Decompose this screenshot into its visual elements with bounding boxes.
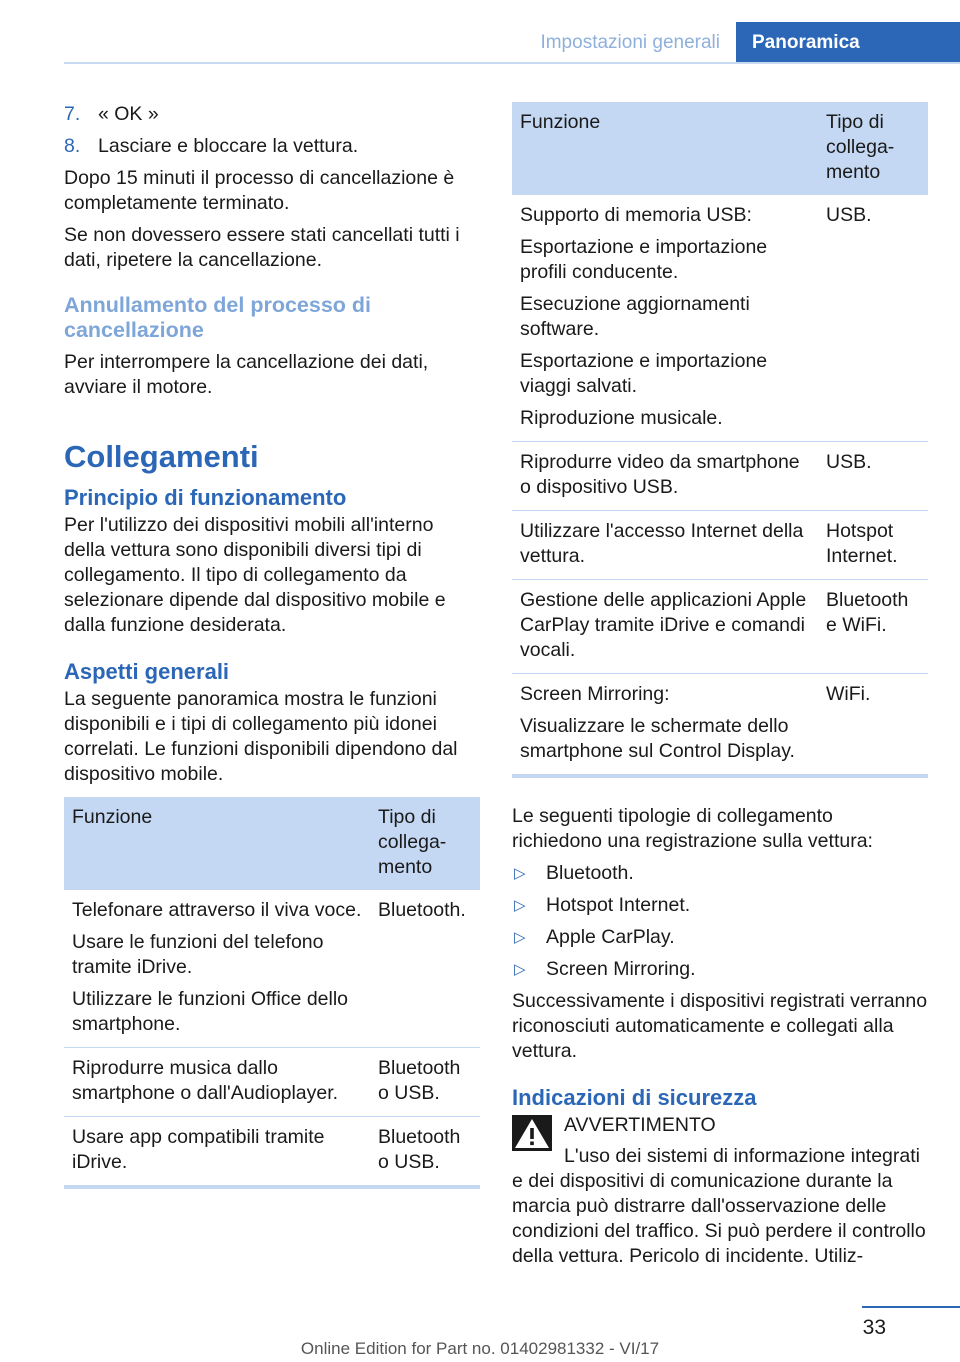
table-cell-tipo: Bluetooth o USB. — [370, 1117, 480, 1188]
list-item-text: Screen Mirroring. — [546, 958, 696, 980]
left-column — [64, 102, 480, 1189]
list-item-text: Apple CarPlay. — [546, 926, 675, 948]
cell-line: Visualizzare le schermate dello smartphone sul Control Display. — [520, 715, 795, 762]
cell-line: Telefonare attraverso il viva voce. — [72, 899, 362, 921]
warning-title: AVVERTIMENTO — [564, 1114, 716, 1136]
table-row — [64, 1048, 480, 1117]
cell-line: Esecuzione aggiornamenti software. — [520, 293, 750, 340]
cell-line: Usare app compatibili tramite iDrive. — [72, 1126, 325, 1173]
list-item-text: Hotspot Internet. — [546, 894, 691, 916]
main-heading: Collegamenti — [64, 439, 259, 474]
cell-line: Riproduzione musicale. — [520, 407, 723, 429]
step-list — [64, 102, 480, 159]
heading-principle: Principio di funzionamento — [64, 485, 347, 510]
table-cell-funzione — [64, 1048, 370, 1117]
paragraph: Se non dovessero essere stati cancellati tutti i dati, ripetere la cancellazione. — [64, 224, 460, 271]
warning-block — [512, 1113, 928, 1269]
list-item — [512, 957, 928, 982]
paragraph: Successivamente i dispositivi registrati verranno riconosciuti automaticamente e collegati alla vettura. — [512, 990, 928, 1062]
warning-icon — [512, 1115, 552, 1151]
warning-text: L'uso dei sistemi di informazione integrati e dei dispositivi di comunicazione durante la marcia può distrarre dall'osservazione delle condizioni del traffico. Si può perdere il controllo della vettura. Pericolo di incidente. Utiliz- — [512, 1145, 926, 1267]
heading-general: Aspetti generali — [64, 659, 230, 684]
table-cell-funzione — [512, 580, 818, 674]
list-item-text: Bluetooth. — [546, 862, 634, 884]
step-number: 7. — [64, 103, 81, 125]
triangle-bullet-icon: ▷ — [514, 929, 526, 946]
step-item — [64, 102, 480, 127]
table-header-funzione: Funzione — [512, 102, 818, 195]
paragraph: Per interrompere la cancellazione dei dati, avviare il motore. — [64, 351, 429, 398]
table-cell-tipo: USB. — [818, 195, 928, 442]
table-row — [512, 511, 928, 580]
table-cell-funzione — [64, 1117, 370, 1188]
paragraph: Per l'utilizzo dei dispositivi mobili all'interno della vettura sono disponibili diversi tipi di collegamento. Il tipo di collegamento da selezionare dipende dal dispositivo mobile e dalla funzione desiderata. — [64, 514, 446, 636]
table-cell-funzione — [512, 195, 818, 442]
page-number: 33 — [862, 1316, 886, 1339]
bullet-list — [512, 861, 928, 982]
triangle-bullet-icon: ▷ — [514, 865, 526, 882]
paragraph: Dopo 15 minuti il processo di cancellazione è completamente terminato. — [64, 167, 455, 214]
table-row — [512, 580, 928, 674]
cell-line: Utilizzare le funzioni Office dello smartphone. — [72, 988, 349, 1035]
header-section-title: Impostazioni generali — [540, 32, 720, 53]
table-cell-funzione — [512, 511, 818, 580]
table-row — [512, 674, 928, 777]
step-number: 8. — [64, 135, 81, 157]
table-cell-tipo: WiFi. — [818, 674, 928, 777]
table-header-row — [512, 102, 928, 195]
page-header — [64, 22, 960, 64]
table-cell-tipo: Bluetooth e WiFi. — [818, 580, 928, 674]
table-cell-tipo: Bluetooth o USB. — [370, 1048, 480, 1117]
table-cell-funzione — [512, 674, 818, 777]
table-cell-funzione — [512, 442, 818, 511]
connection-table-left — [64, 797, 480, 1189]
cell-line: Riprodurre musica dallo smartphone o dall'Audioplayer. — [72, 1057, 339, 1104]
table-cell-tipo: USB. — [818, 442, 928, 511]
cell-line: Esportazione e importazione viaggi salvati. — [520, 350, 768, 397]
cell-line: Esportazione e importazione profili conducente. — [520, 236, 768, 283]
cell-line: Usare le funzioni del telefono tramite iDrive. — [72, 931, 324, 978]
footer-rule — [862, 1306, 960, 1308]
list-item — [512, 861, 928, 886]
list-item — [512, 925, 928, 950]
subheading-cancel: Annullamento del processo di cancellazione — [64, 293, 372, 342]
paragraph: La seguente panoramica mostra le funzioni disponibili e i tipi di collegamento più idonei correlati. Le funzioni disponibili dipendono dal dispositivo mobile. — [64, 688, 458, 785]
table-cell-tipo: Bluetooth. — [370, 890, 480, 1048]
table-row — [512, 442, 928, 511]
table-row — [64, 1117, 480, 1188]
connection-table-right — [512, 102, 928, 778]
step-item — [64, 134, 480, 159]
right-column — [512, 102, 928, 1269]
table-header-tipo: Tipo di collega-mento — [818, 102, 928, 195]
table-header-funzione: Funzione — [64, 797, 370, 890]
heading-safety: Indicazioni di sicurezza — [512, 1085, 757, 1110]
table-row — [512, 195, 928, 442]
list-item — [512, 893, 928, 918]
table-cell-funzione — [64, 890, 370, 1048]
cell-line: Screen Mirroring: — [520, 683, 670, 705]
footer-edition: Online Edition for Part no. 01402981332 - VI/17 — [300, 1339, 660, 1358]
table-header-tipo: Tipo di collega-mento — [370, 797, 480, 890]
step-text: Lasciare e bloccare la vettura. — [98, 135, 359, 157]
triangle-bullet-icon: ▷ — [514, 897, 526, 914]
table-header-row — [64, 797, 480, 890]
triangle-bullet-icon: ▷ — [514, 961, 526, 978]
cell-line: Supporto di memoria USB: — [520, 204, 752, 226]
table-row — [64, 890, 480, 1048]
cell-line: Riprodurre video da smartphone o dispositivo USB. — [520, 451, 800, 498]
paragraph: Le seguenti tipologie di collegamento richiedono una registrazione sulla vettura: — [512, 805, 873, 852]
step-text: « OK » — [98, 103, 159, 125]
table-cell-tipo: Hotspot Internet. — [818, 511, 928, 580]
cell-line: Gestione delle applicazioni Apple CarPlay tramite iDrive e comandi vocali. — [520, 589, 807, 661]
header-tab: Panoramica — [736, 22, 960, 62]
cell-line: Utilizzare l'accesso Internet della vettura. — [520, 520, 804, 567]
